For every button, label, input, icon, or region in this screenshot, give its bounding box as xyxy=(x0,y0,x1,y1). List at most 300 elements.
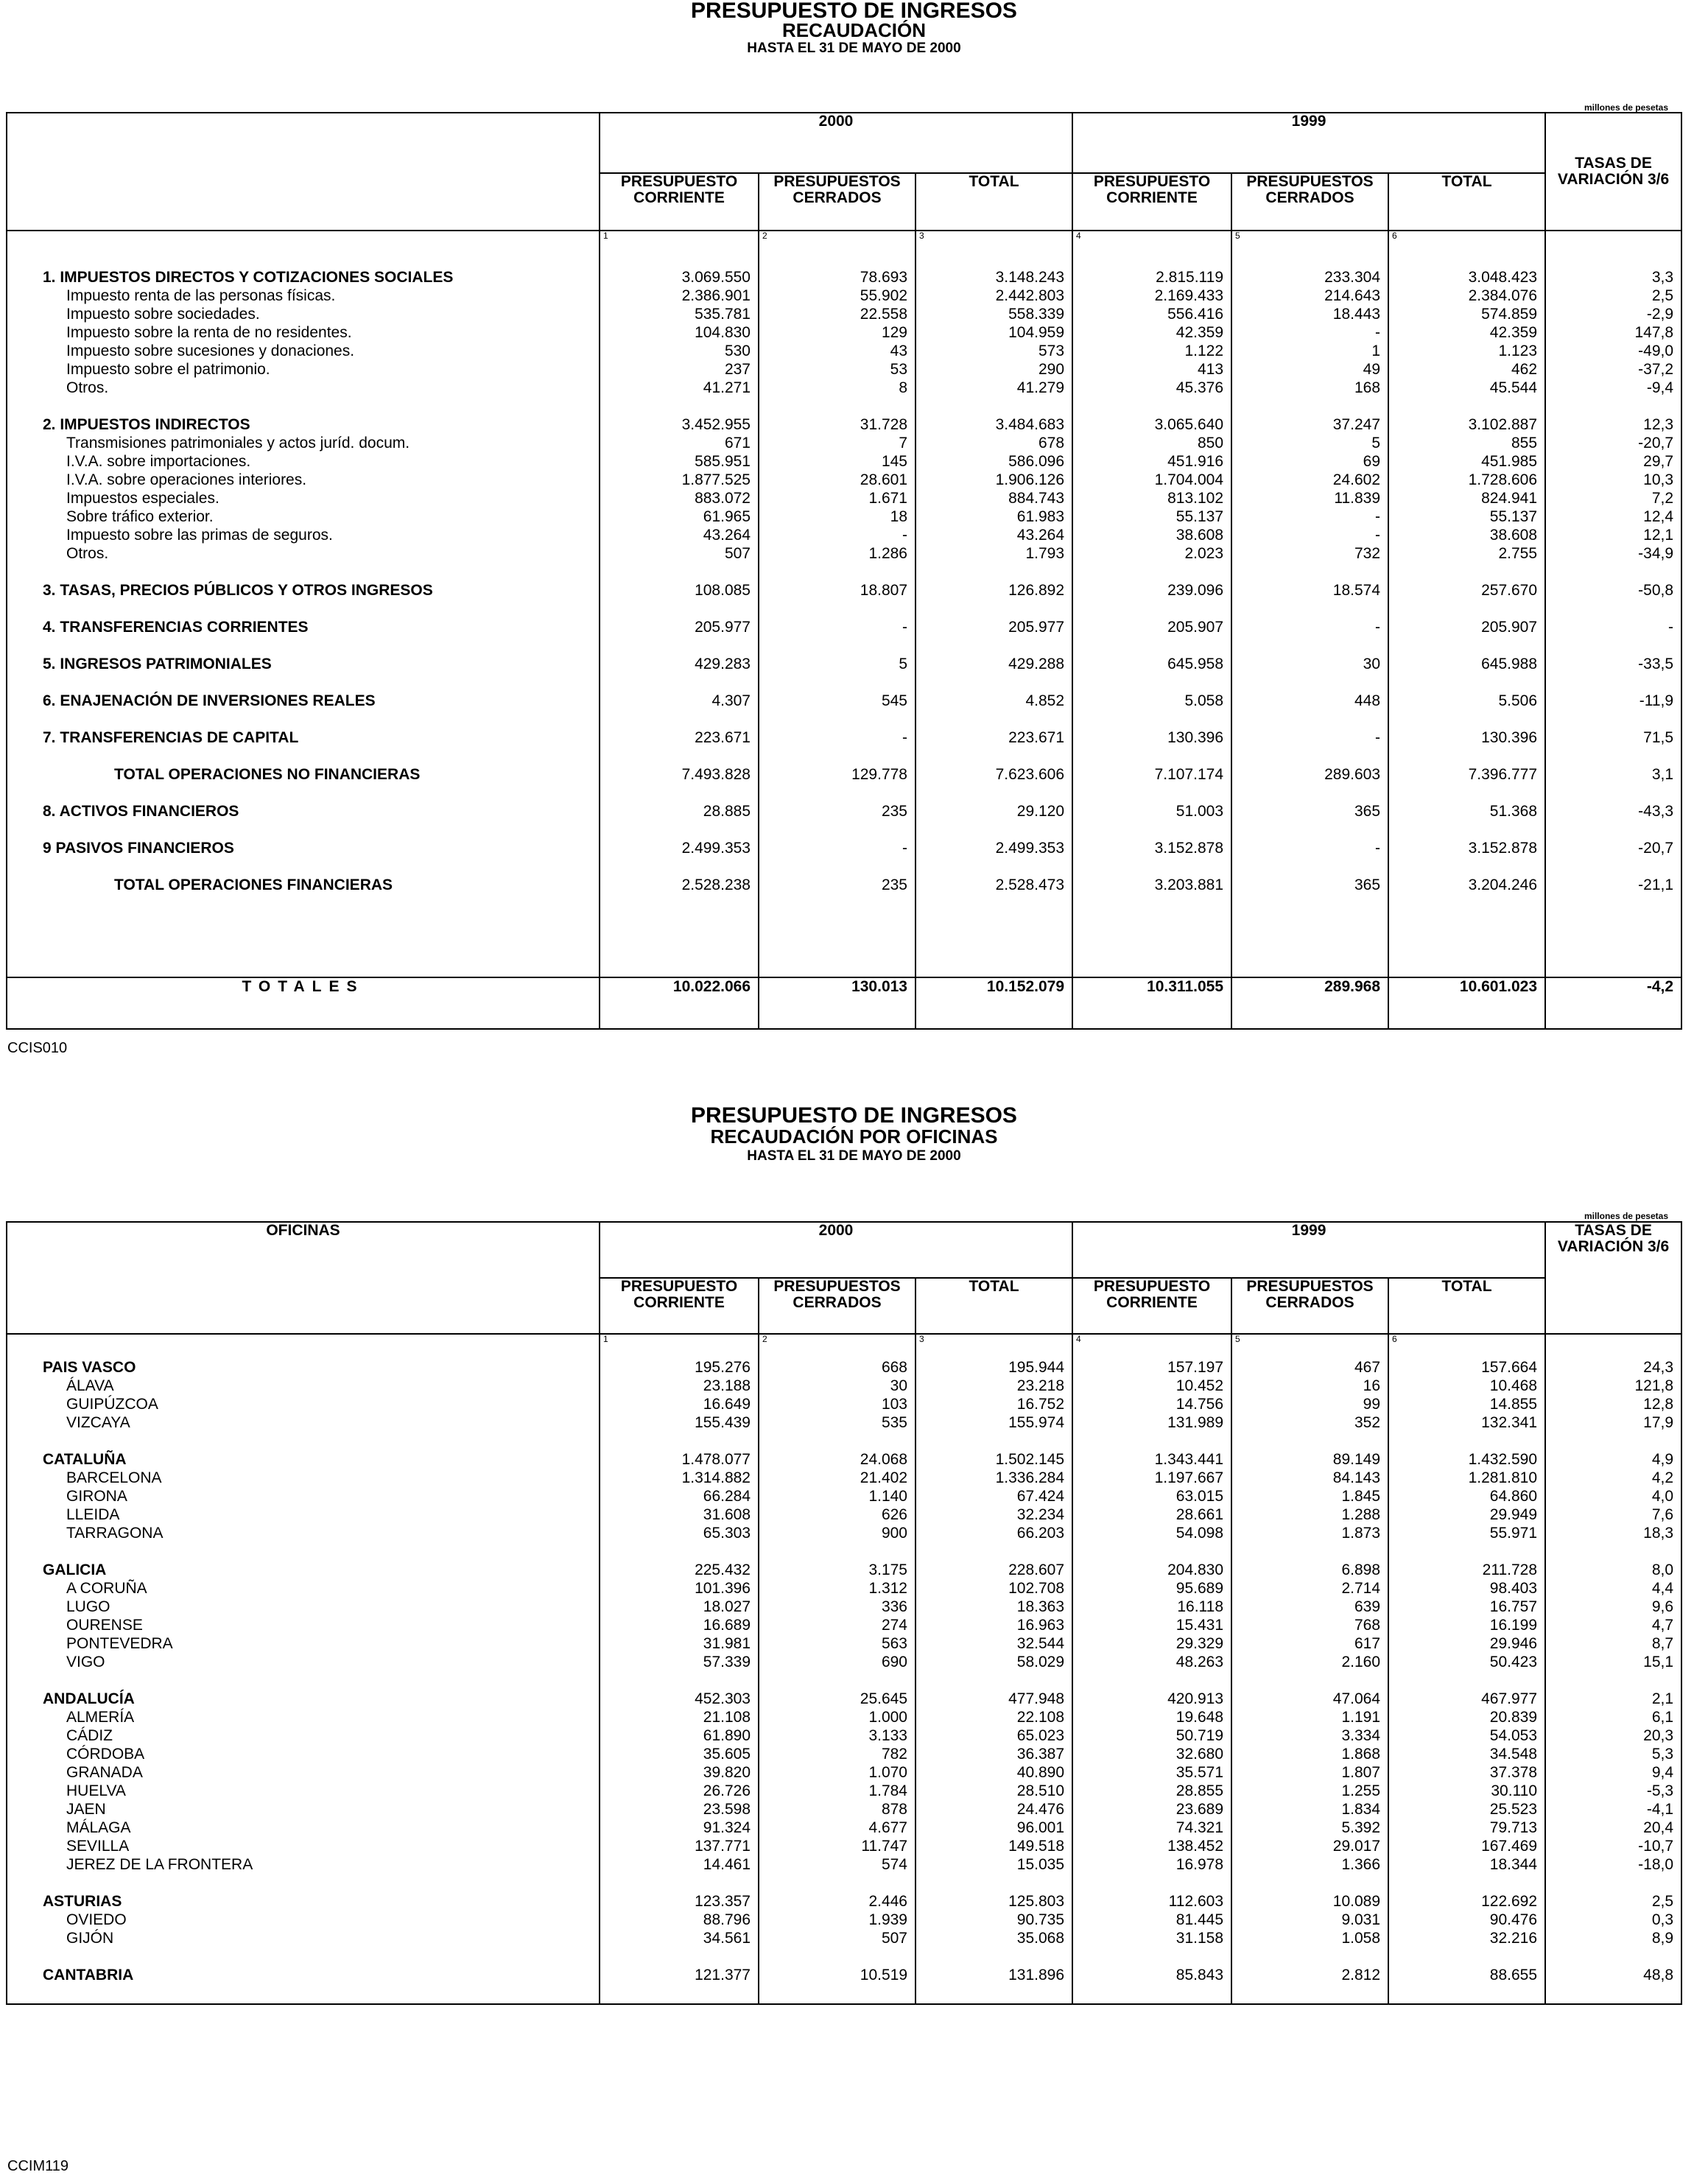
cell-value: 225.432 xyxy=(695,1561,751,1578)
column-number: 4 xyxy=(1072,231,1231,240)
row-label: 6. ENAJENACIÓN DE INVERSIONES REALES xyxy=(43,692,376,709)
cell-value: 3.452.955 xyxy=(681,416,751,433)
cell-value: 2.812 xyxy=(1341,1967,1381,1983)
row-label: 4. TRANSFERENCIAS CORRIENTES xyxy=(43,619,309,636)
cell-value: 16.689 xyxy=(703,1617,751,1634)
cell-value: 617 xyxy=(1354,1635,1381,1652)
cell-value: 2.528.238 xyxy=(681,876,751,893)
column-number: 4 xyxy=(1072,1334,1231,1343)
cell-value: 30 xyxy=(1363,656,1381,672)
cell-value: - xyxy=(902,527,907,544)
cell-value: 1.197.667 xyxy=(1154,1469,1224,1486)
cell-value: 7.493.828 xyxy=(681,766,751,783)
cell-value: 507 xyxy=(724,545,751,562)
cell-value: 204.830 xyxy=(1167,1561,1224,1578)
cell-value: 545 xyxy=(881,692,907,709)
cell-value: 8,0 xyxy=(1651,1561,1674,1578)
cell-value: 586.096 xyxy=(1008,453,1065,470)
cell-value: 96.001 xyxy=(1016,1819,1065,1836)
cell-value: 1.868 xyxy=(1341,1746,1381,1763)
row-label: GUIPÚZCOA xyxy=(66,1396,158,1413)
column-number: 6 xyxy=(1388,1334,1545,1343)
cell-value: 768 xyxy=(1354,1617,1381,1634)
column-number-blank xyxy=(7,231,600,240)
cell-value: 34.561 xyxy=(703,1930,751,1947)
row-label: 1. IMPUESTOS DIRECTOS Y COTIZACIONES SOCIALES xyxy=(43,269,454,286)
cell-value: 108.085 xyxy=(695,582,751,599)
value-column xyxy=(1072,1343,1231,2004)
row-label: TOTAL OPERACIONES FINANCIERAS xyxy=(114,876,393,893)
cell-value: 2.755 xyxy=(1498,545,1538,562)
cell-value: 2,5 xyxy=(1651,287,1674,304)
cell-value: 2,1 xyxy=(1651,1690,1674,1707)
cell-value: - xyxy=(1375,729,1381,746)
cell-value: 228.607 xyxy=(1008,1561,1065,1578)
cell-value: 1.123 xyxy=(1498,342,1538,359)
value-column xyxy=(915,1343,1072,2004)
cell-value: 1.845 xyxy=(1341,1488,1381,1505)
cell-value: 1.704.004 xyxy=(1154,471,1224,488)
cell-value: 5 xyxy=(1371,435,1381,451)
cell-value: 12,4 xyxy=(1643,508,1674,525)
cell-value: 101.396 xyxy=(695,1580,751,1597)
cell-value: - xyxy=(1375,619,1381,636)
cell-value: 7.107.174 xyxy=(1154,766,1224,783)
cell-value: 130.396 xyxy=(1481,729,1538,746)
cell-value: 467 xyxy=(1354,1359,1381,1376)
cell-value: 4.852 xyxy=(1025,692,1065,709)
cell-value: 3.102.887 xyxy=(1468,416,1538,433)
column-header: PRESUPUESTO CORRIENTE xyxy=(600,173,759,231)
cell-value: - xyxy=(902,619,907,636)
cell-value: - xyxy=(1375,508,1381,525)
cell-value: 5,3 xyxy=(1651,1746,1674,1763)
column-number: 1 xyxy=(600,231,759,240)
cell-value: 42.359 xyxy=(1175,324,1224,341)
column-number: 6 xyxy=(1388,231,1545,240)
column-header: PRESUPUESTO CORRIENTE xyxy=(600,1278,759,1334)
cell-value: 12,8 xyxy=(1643,1396,1674,1413)
row-label: JEREZ DE LA FRONTERA xyxy=(66,1856,253,1873)
cell-value: 29,7 xyxy=(1643,453,1674,470)
row-label: Impuesto renta de las personas físicas. xyxy=(66,287,336,304)
row-label: ANDALUCÍA xyxy=(43,1690,135,1707)
cell-value: 14.756 xyxy=(1175,1396,1224,1413)
value-column xyxy=(759,240,915,977)
cell-value: 31.608 xyxy=(703,1506,751,1523)
cell-value: 1.432.590 xyxy=(1468,1451,1538,1468)
cell-value: 0,3 xyxy=(1651,1911,1674,1928)
cell-value: 3.334 xyxy=(1341,1727,1381,1744)
cell-value: 129 xyxy=(881,324,907,341)
cell-value: -10,7 xyxy=(1638,1838,1674,1855)
row-label: JAEN xyxy=(66,1801,106,1818)
page1-units: millones de pesetas xyxy=(1584,102,1668,113)
cell-value: 157.197 xyxy=(1167,1359,1224,1376)
cell-value: 205.977 xyxy=(1008,619,1065,636)
cell-value: 69 xyxy=(1363,453,1381,470)
row-label: TARRAGONA xyxy=(66,1525,164,1542)
row-label: MÁLAGA xyxy=(66,1819,131,1836)
cell-value: 8,7 xyxy=(1651,1635,1674,1652)
row-label: I.V.A. sobre importaciones. xyxy=(66,453,251,470)
cell-value: 102.708 xyxy=(1008,1580,1065,1597)
cell-value: 855 xyxy=(1511,435,1538,451)
cell-value: 10.089 xyxy=(1332,1893,1381,1910)
cell-value: -49,0 xyxy=(1638,342,1674,359)
column-number: 2 xyxy=(759,231,915,240)
cell-value: 3.152.878 xyxy=(1154,840,1224,857)
row-label: TOTAL OPERACIONES NO FINANCIERAS xyxy=(114,766,421,783)
cell-value: 1.793 xyxy=(1025,545,1065,562)
page1-year-b: 1999 xyxy=(1072,113,1545,173)
cell-value: 12,3 xyxy=(1643,416,1674,433)
cell-value: 413 xyxy=(1197,361,1224,378)
row-label: GRANADA xyxy=(66,1764,143,1781)
column-number-blank xyxy=(1545,1334,1681,1343)
cell-value: 883.072 xyxy=(695,490,751,507)
cell-value: 900 xyxy=(881,1525,907,1542)
cell-value: 467.977 xyxy=(1481,1690,1538,1707)
cell-value: 645.988 xyxy=(1481,656,1538,672)
cell-value: -43,3 xyxy=(1638,803,1674,820)
cell-value: 7,6 xyxy=(1651,1506,1674,1523)
cell-value: 103 xyxy=(881,1396,907,1413)
page2-subtitle: RECAUDACIÓN POR OFICINAS xyxy=(710,1125,998,1148)
cell-value: 28.661 xyxy=(1175,1506,1224,1523)
cell-value: 290 xyxy=(1038,361,1065,378)
row-label: I.V.A. sobre operaciones interiores. xyxy=(66,471,307,488)
page2-year-a: 2000 xyxy=(600,1222,1072,1278)
row-label: BARCELONA xyxy=(66,1469,162,1486)
row-label: Impuesto sobre sociedades. xyxy=(66,306,260,323)
page2-date: HASTA EL 31 DE MAYO DE 2000 xyxy=(747,1148,961,1164)
cell-value: 336 xyxy=(881,1598,907,1615)
cell-value: 352 xyxy=(1354,1414,1381,1431)
cell-value: 16.978 xyxy=(1175,1856,1224,1873)
cell-value: 1.343.441 xyxy=(1154,1451,1224,1468)
cell-value: 732 xyxy=(1354,545,1381,562)
cell-value: 535 xyxy=(881,1414,907,1431)
cell-value: 2.499.353 xyxy=(681,840,751,857)
cell-value: 878 xyxy=(881,1801,907,1818)
column-header: TOTAL xyxy=(1388,1278,1545,1334)
cell-value: 71,5 xyxy=(1643,729,1674,746)
cell-value: 3,3 xyxy=(1651,269,1674,286)
cell-value: 3.203.881 xyxy=(1154,876,1224,893)
cell-value: 155.974 xyxy=(1008,1414,1065,1431)
cell-value: 35.068 xyxy=(1016,1930,1065,1947)
cell-value: 157.664 xyxy=(1481,1359,1538,1376)
cell-value: 452.303 xyxy=(695,1690,751,1707)
cell-value: -11,9 xyxy=(1639,692,1674,709)
cell-value: 30.110 xyxy=(1491,1782,1538,1799)
cell-value: 1.312 xyxy=(868,1580,907,1597)
cell-value: 530 xyxy=(724,342,751,359)
cell-value: 4,2 xyxy=(1651,1469,1674,1486)
cell-value: 145 xyxy=(881,453,907,470)
cell-value: 16.963 xyxy=(1016,1617,1065,1634)
cell-value: 91.324 xyxy=(703,1819,751,1836)
cell-value: 639 xyxy=(1354,1598,1381,1615)
row-label: 8. ACTIVOS FINANCIEROS xyxy=(43,803,239,820)
cell-value: 235 xyxy=(881,876,907,893)
row-label: VIGO xyxy=(66,1654,105,1670)
page1-tasas-header: TASAS DE VARIACIÓN 3/6 xyxy=(1545,113,1681,231)
page1-year-a: 2000 xyxy=(600,113,1072,173)
cell-value: 61.965 xyxy=(703,508,751,525)
cell-value: 573 xyxy=(1038,342,1065,359)
cell-value: 4,7 xyxy=(1651,1617,1674,1634)
cell-value: 556.416 xyxy=(1167,306,1224,323)
cell-value: 35.605 xyxy=(703,1746,751,1763)
cell-value: 429.288 xyxy=(1008,656,1065,672)
cell-value: 167.469 xyxy=(1481,1838,1538,1855)
column-header: TOTAL xyxy=(915,1278,1072,1334)
cell-value: 195.276 xyxy=(695,1359,751,1376)
cell-value: 14.461 xyxy=(703,1856,751,1873)
cell-value: 1.286 xyxy=(868,545,907,562)
cell-value: 7,2 xyxy=(1651,490,1674,507)
cell-value: 3.069.550 xyxy=(681,269,751,286)
cell-value: 507 xyxy=(881,1930,907,1947)
page2-year-b: 1999 xyxy=(1072,1222,1545,1278)
cell-value: 29.949 xyxy=(1489,1506,1538,1523)
totals-value: 10.152.079 xyxy=(915,977,1072,1029)
cell-value: 88.796 xyxy=(703,1911,751,1928)
column-number: 3 xyxy=(915,1334,1072,1343)
row-label: CANTABRIA xyxy=(43,1967,134,1983)
cell-value: 29.120 xyxy=(1016,803,1065,820)
cell-value: -33,5 xyxy=(1638,656,1674,672)
page1-code: CCIS010 xyxy=(7,1040,68,1056)
cell-value: 20,4 xyxy=(1643,1819,1674,1836)
cell-value: 3.484.683 xyxy=(995,416,1065,433)
cell-value: 4.677 xyxy=(868,1819,907,1836)
cell-value: 1.336.284 xyxy=(995,1469,1065,1486)
cell-value: 99 xyxy=(1363,1396,1381,1413)
row-label: GIJÓN xyxy=(66,1930,114,1947)
cell-value: 131.989 xyxy=(1167,1414,1224,1431)
cell-value: 22.558 xyxy=(860,306,907,323)
cell-value: 1.939 xyxy=(868,1911,907,1928)
cell-value: 39.820 xyxy=(703,1764,751,1781)
cell-value: 205.907 xyxy=(1167,619,1224,636)
cell-value: 16.199 xyxy=(1489,1617,1538,1634)
row-label: Impuesto sobre sucesiones y donaciones. xyxy=(66,342,355,359)
cell-value: 131.896 xyxy=(1008,1967,1065,1983)
cell-value: 8,9 xyxy=(1651,1930,1674,1947)
cell-value: 3,1 xyxy=(1651,766,1674,783)
cell-value: 28.510 xyxy=(1016,1782,1065,1799)
cell-value: 53 xyxy=(890,361,907,378)
cell-value: 574.859 xyxy=(1481,306,1538,323)
cell-value: 420.913 xyxy=(1167,1690,1224,1707)
cell-value: 147,8 xyxy=(1634,324,1674,341)
cell-value: 558.339 xyxy=(1008,306,1065,323)
cell-value: 78.693 xyxy=(860,269,907,286)
row-label: Impuesto sobre las primas de seguros. xyxy=(66,527,333,544)
cell-value: 129.778 xyxy=(851,766,907,783)
totals-value: -4,2 xyxy=(1545,977,1681,1029)
cell-value: 130.396 xyxy=(1167,729,1224,746)
totals-label: TOTALES xyxy=(7,977,600,1029)
row-label: CATALUÑA xyxy=(43,1451,127,1468)
row-label: 5. INGRESOS PATRIMONIALES xyxy=(43,656,272,672)
page2-code: CCIM119 xyxy=(7,2158,68,2174)
row-label: 7. TRANSFERENCIAS DE CAPITAL xyxy=(43,729,299,746)
cell-value: 54.053 xyxy=(1489,1727,1538,1744)
totals-value: 10.311.055 xyxy=(1072,977,1231,1029)
cell-value: 3.152.878 xyxy=(1468,840,1538,857)
cell-value: 45.544 xyxy=(1489,379,1538,396)
cell-value: 125.803 xyxy=(1008,1893,1065,1910)
value-column xyxy=(915,240,1072,977)
cell-value: 41.271 xyxy=(703,379,751,396)
cell-value: 214.643 xyxy=(1324,287,1381,304)
cell-value: 535.781 xyxy=(695,306,751,323)
cell-value: 55.137 xyxy=(1489,508,1538,525)
cell-value: 90.476 xyxy=(1489,1911,1538,1928)
cell-value: 31.981 xyxy=(703,1635,751,1652)
cell-value: 585.951 xyxy=(695,453,751,470)
cell-value: 34.548 xyxy=(1489,1746,1538,1763)
value-column xyxy=(1545,240,1681,977)
cell-value: 16.649 xyxy=(703,1396,751,1413)
cell-value: 668 xyxy=(881,1359,907,1376)
cell-value: 2.384.076 xyxy=(1468,287,1538,304)
value-column xyxy=(600,240,759,977)
cell-value: 4,4 xyxy=(1651,1580,1674,1597)
cell-value: -50,8 xyxy=(1638,582,1674,599)
row-label: GALICIA xyxy=(43,1561,107,1578)
cell-value: 24,3 xyxy=(1643,1359,1674,1376)
cell-value: 85.843 xyxy=(1175,1967,1224,1983)
cell-value: 1 xyxy=(1371,342,1381,359)
cell-value: 47.064 xyxy=(1332,1690,1381,1707)
cell-value: 1.000 xyxy=(868,1709,907,1726)
cell-value: - xyxy=(902,840,907,857)
cell-value: 50.719 xyxy=(1175,1727,1224,1744)
cell-value: 138.452 xyxy=(1167,1838,1224,1855)
cell-value: 5 xyxy=(899,656,907,672)
row-label: SEVILLA xyxy=(66,1838,130,1855)
cell-value: 40.890 xyxy=(1016,1764,1065,1781)
value-column xyxy=(1545,1343,1681,2004)
cell-value: 16.118 xyxy=(1177,1598,1224,1615)
cell-value: 274 xyxy=(881,1617,907,1634)
cell-value: 1.502.145 xyxy=(995,1451,1065,1468)
cell-value: 3.065.640 xyxy=(1154,416,1224,433)
row-label: GIRONA xyxy=(66,1488,127,1505)
cell-value: 21.108 xyxy=(703,1709,751,1726)
cell-value: 1.877.525 xyxy=(681,471,751,488)
totals-value: 130.013 xyxy=(759,977,915,1029)
cell-value: 237 xyxy=(724,361,751,378)
cell-value: 11.839 xyxy=(1334,490,1381,507)
row-label: OVIEDO xyxy=(66,1911,127,1928)
row-label: LUGO xyxy=(66,1598,110,1615)
row-label: Sobre tráfico exterior. xyxy=(66,508,214,525)
label-column xyxy=(7,1343,600,2004)
cell-value: - xyxy=(1668,619,1674,636)
cell-value: 24.068 xyxy=(860,1451,907,1468)
page2-title: PRESUPUESTO DE INGRESOS xyxy=(691,1103,1017,1128)
cell-value: 31.728 xyxy=(860,416,907,433)
cell-value: 123.357 xyxy=(695,1893,751,1910)
cell-value: 4,9 xyxy=(1651,1451,1674,1468)
cell-value: 29.017 xyxy=(1332,1838,1381,1855)
cell-value: -20,7 xyxy=(1638,435,1674,451)
cell-value: 26.726 xyxy=(703,1782,751,1799)
cell-value: -37,2 xyxy=(1638,361,1674,378)
cell-value: 1.070 xyxy=(868,1764,907,1781)
row-label: CÁDIZ xyxy=(66,1727,113,1744)
cell-value: 1.255 xyxy=(1341,1782,1381,1799)
cell-value: - xyxy=(1375,840,1381,857)
cell-value: 79.713 xyxy=(1489,1819,1538,1836)
column-number: 2 xyxy=(759,1334,915,1343)
cell-value: 20,3 xyxy=(1643,1727,1674,1744)
cell-value: 3.048.423 xyxy=(1468,269,1538,286)
cell-value: 23.218 xyxy=(1016,1377,1065,1394)
cell-value: 9.031 xyxy=(1341,1911,1381,1928)
cell-value: 43.264 xyxy=(1016,527,1065,544)
value-column xyxy=(759,1343,915,2004)
page1-table xyxy=(6,112,1682,1030)
label-column xyxy=(7,240,600,977)
cell-value: 824.941 xyxy=(1481,490,1538,507)
row-label: Impuesto sobre el patrimonio. xyxy=(66,361,270,378)
cell-value: 8 xyxy=(899,379,907,396)
page1-title: PRESUPUESTO DE INGRESOS xyxy=(691,0,1017,23)
cell-value: 50.423 xyxy=(1489,1654,1538,1670)
cell-value: 104.959 xyxy=(1008,324,1065,341)
column-header: TOTAL xyxy=(915,173,1072,231)
value-column xyxy=(1388,240,1545,977)
totals-value: 289.968 xyxy=(1231,977,1388,1029)
row-label: ALMERÍA xyxy=(66,1709,135,1726)
cell-value: 574 xyxy=(881,1856,907,1873)
row-label: PONTEVEDRA xyxy=(66,1635,173,1652)
cell-value: 37.247 xyxy=(1332,416,1381,433)
page2-oficinas-header: OFICINAS xyxy=(7,1222,600,1334)
cell-value: 195.944 xyxy=(1008,1359,1065,1376)
cell-value: 104.830 xyxy=(695,324,751,341)
cell-value: 67.424 xyxy=(1016,1488,1065,1505)
cell-value: 126.892 xyxy=(1008,582,1065,599)
cell-value: 1.807 xyxy=(1341,1764,1381,1781)
cell-value: 74.321 xyxy=(1175,1819,1224,1836)
cell-value: 28.885 xyxy=(703,803,751,820)
row-label: PAIS VASCO xyxy=(43,1359,136,1376)
cell-value: 813.102 xyxy=(1167,490,1224,507)
cell-value: -20,7 xyxy=(1638,840,1674,857)
cell-value: 15,1 xyxy=(1643,1654,1674,1670)
totals-value: 10.601.023 xyxy=(1388,977,1545,1029)
cell-value: 3.175 xyxy=(868,1561,907,1578)
cell-value: 25.523 xyxy=(1489,1801,1538,1818)
cell-value: 18.363 xyxy=(1016,1598,1065,1615)
cell-value: 89.149 xyxy=(1332,1451,1381,1468)
row-label: VIZCAYA xyxy=(66,1414,130,1431)
cell-value: 32.680 xyxy=(1175,1746,1224,1763)
row-label: 9 PASIVOS FINANCIEROS xyxy=(43,840,234,857)
cell-value: - xyxy=(1375,527,1381,544)
cell-value: 32.234 xyxy=(1016,1506,1065,1523)
page2-table xyxy=(6,1221,1682,2005)
cell-value: 4,0 xyxy=(1651,1488,1674,1505)
